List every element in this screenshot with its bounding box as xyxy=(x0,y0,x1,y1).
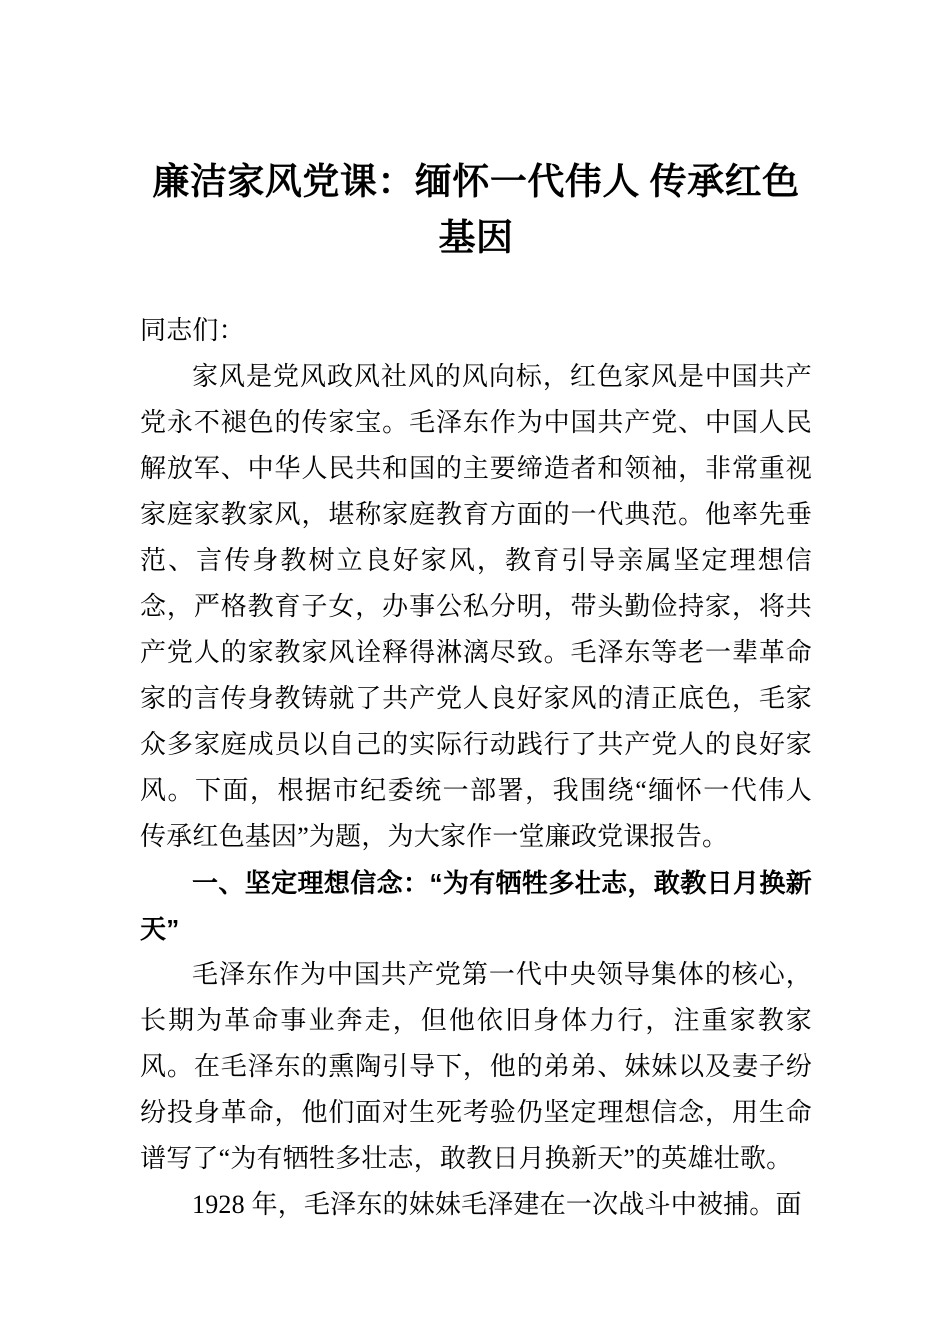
document-body xyxy=(140,0,812,1228)
paragraph-section-one-body: 毛泽东作为中国共产党第一代中央领导集体的核心，长期为革命事业奔走，但他依旧身体力行，注重家教家风。在毛泽东的熏陶引导下，他的弟弟、妹妹以及妻子纷纷投身革命，他们面对生死考验仍坚定理想信念，用生命谱写了“为有牺牲多壮志，敢教日月换新天”的英雄壮歌。 xyxy=(140,960,812,1173)
paragraph-1928-anecdote: 1928 年，毛泽东的妹妹毛泽建在一次战斗中被捕。面 xyxy=(192,1190,802,1219)
page-title: 廉洁家风党课：缅怀一代伟人 传承红色基因 xyxy=(152,162,800,259)
paragraph-intro: 家风是党风政风社风的风向标，红色家风是中国共产党永不褪色的传家宝。毛泽东作为中国共产党、中国人民解放军、中华人民共和国的主要缔造者和领袖，非常重视家庭家教家风，堪称家庭教育方面的一代典范。他率先垂范、言传身教树立良好家风，教育引导亲属坚定理想信念，严格教育子女，办事公私分明，带头勤俭持家，将共产党人的家教家风诠释得淋漓尽致。毛泽东等老一辈革命家的言传身教铸就了共产党人良好家风的清正底色，毛家众多家庭成员以自己的实际行动践行了共产党人的良好家风。下面，根据市纪委统一部署，我围绕“缅怀一代伟人 传承红色基因”为题，为大家作一堂廉政党课报告。 xyxy=(140,362,812,851)
section-heading-one: 一、坚定理想信念：“为有牺牲多壮志，敢教日月换新天” xyxy=(140,868,812,944)
salutation: 同志们： xyxy=(140,316,245,345)
